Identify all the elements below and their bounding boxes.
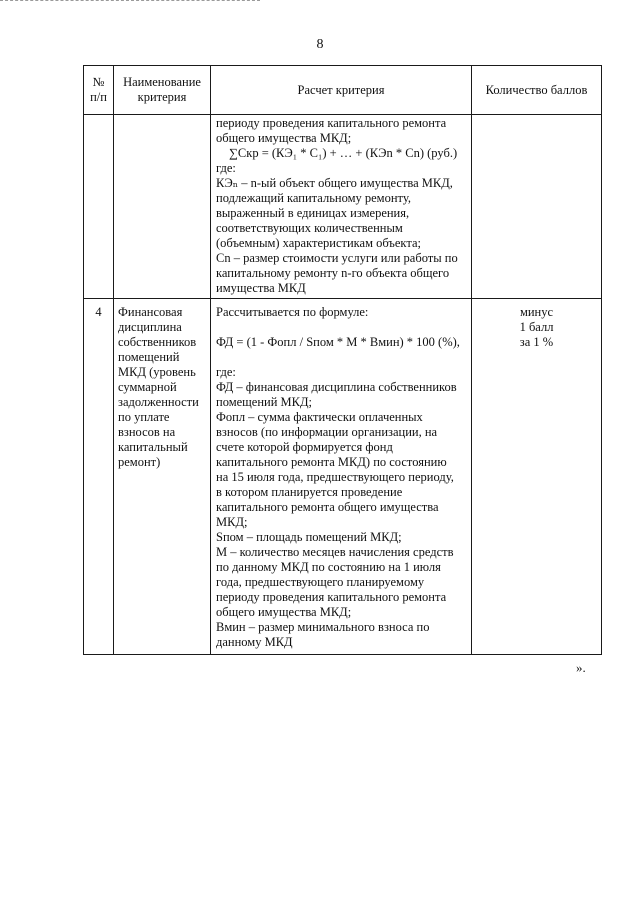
calc-text-line: М – количество месяцев начисления средств <box>216 545 454 559</box>
score-line: минус <box>519 305 554 319</box>
calc-text-line: данному МКД <box>216 635 293 649</box>
calc-text-line: капитального ремонта общего имущества <box>216 500 439 514</box>
criterion-name-line: суммарной <box>118 380 177 394</box>
header-calculation: Расчет критерия <box>211 66 472 115</box>
calc-text-line: Вмин – размер минимального взноса по <box>216 620 430 634</box>
calc-text-line: соответствующих количественным <box>216 221 403 235</box>
calc-text-line: (объемным) характеристикам объекта; <box>216 236 421 250</box>
calc-text-line: МКД; <box>216 515 248 529</box>
criterion-score-cell <box>472 299 602 655</box>
where-label: где: <box>216 365 236 379</box>
calc-text-line: Фопл – сумма фактически оплаченных <box>216 410 423 424</box>
header-number <box>84 66 114 115</box>
criterion-name-line: собственников <box>118 335 197 349</box>
header-number-line1: № <box>92 75 105 89</box>
table-row-continuation <box>84 115 602 299</box>
criterion-name-line: Финансовая <box>118 305 183 319</box>
continuation-score-cell <box>472 115 602 299</box>
scan-edge-line <box>0 0 260 1</box>
calc-text-line: ФД – финансовая дисциплина собственников <box>216 380 457 394</box>
calc-text-line: капитальному ремонту n-го объекта общего <box>216 266 450 280</box>
calc-text-line: помещений МКД; <box>216 395 312 409</box>
calc-text-line: выраженный в единицах измерения, <box>216 206 410 220</box>
calc-text-line: периоду проведения капитального ремонта <box>216 116 447 130</box>
header-criterion-name <box>114 66 211 115</box>
calc-text-line: периоду проведения капитального ремонта <box>216 590 447 604</box>
continuation-name-cell <box>114 115 211 299</box>
header-score: Количество баллов <box>472 66 602 115</box>
criterion-name-line: помещений <box>118 350 180 364</box>
calc-text-line: где: <box>216 161 236 175</box>
row-number: 4 <box>84 299 114 655</box>
criterion-name-line: дисциплина <box>118 320 182 334</box>
blank-line <box>216 350 467 365</box>
criteria-table <box>83 65 602 655</box>
calc-text-line: счете которой формируется фонд <box>216 440 393 454</box>
calc-text-line: Sпом – площадь помещений МКД; <box>216 530 402 544</box>
calc-text-line: общего имущества МКД; <box>216 131 352 145</box>
calc-text-line: капитального ремонта МКД) по состоянию <box>216 455 447 469</box>
calc-text-line: по данному МКД по состоянию на 1 июля <box>216 560 441 574</box>
calc-text-line: в котором планируется проведение <box>216 485 403 499</box>
criterion-name-line: МКД (уровень <box>118 365 196 379</box>
blank-line <box>216 320 467 335</box>
calc-text-line: года, предшествующего планируемому <box>216 575 425 589</box>
calc-text-line: имущества МКД <box>216 281 306 295</box>
calc-text-line: Сn – размер стоимости услуги или работы по <box>216 251 458 265</box>
criterion-name-line: задолженности <box>118 395 199 409</box>
criterion-name-line: ремонт) <box>118 455 161 469</box>
criterion-name-cell <box>114 299 211 655</box>
criterion-name-line: по уплате <box>118 410 170 424</box>
formula-line: ФД = (1 - Фопл / Sпом * М * Вмин) * 100 (%), <box>216 335 460 349</box>
criterion-calc-cell <box>211 299 472 655</box>
criterion-name-line: капитальный <box>118 440 188 454</box>
continuation-number-cell <box>84 115 114 299</box>
score-line: за 1 % <box>519 335 554 349</box>
header-name-line2: критерия <box>137 90 187 104</box>
calc-intro: Рассчитывается по формуле: <box>216 305 369 319</box>
page-number: 8 <box>316 37 324 52</box>
table-row-4 <box>84 299 602 655</box>
calc-text-line: взносов (по информации организации, на <box>216 425 438 439</box>
score-line: 1 балл <box>519 320 554 334</box>
table-header-row <box>84 66 602 115</box>
calc-text-line: КЭₙ – n-ый объект общего имущества МКД, <box>216 176 453 190</box>
formula-line: ∑Скр = (КЭ₁ * С₁) + … + (КЭn * Сn) (руб.) <box>229 146 458 160</box>
calc-text-line: подлежащий капитальному ремонту, <box>216 191 411 205</box>
header-number-line2: п/п <box>90 90 107 104</box>
criterion-name-line: взносов на <box>118 425 176 439</box>
calc-text-line: на 15 июля года, предшествующего периоду, <box>216 470 454 484</box>
continuation-calc-cell <box>211 115 472 299</box>
header-name-line1: Наименование <box>123 75 201 89</box>
calc-text-line: общего имущества МКД; <box>216 605 352 619</box>
closing-quote-mark: ». <box>576 660 586 675</box>
